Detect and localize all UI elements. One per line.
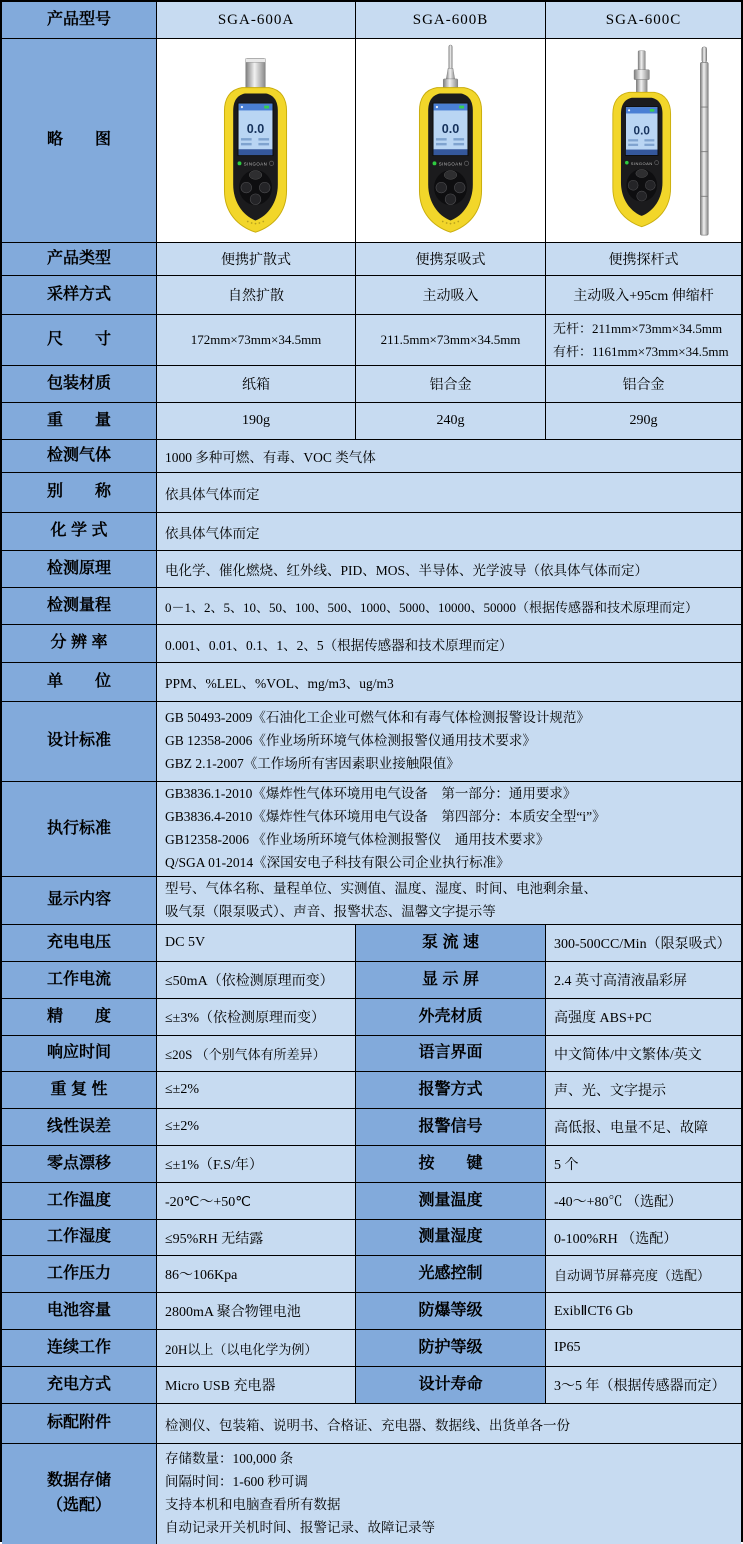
row-label-2: 光感控制 bbox=[356, 1256, 546, 1293]
dimension-line: 无杆：211mm×73mm×34.5mm bbox=[553, 320, 723, 336]
row-sketch bbox=[2, 39, 741, 243]
row-label-2: 报警方式 bbox=[356, 1072, 546, 1109]
row-value: ≤±3%（依检测原理而变） bbox=[157, 999, 356, 1036]
row-label: 检测量程 bbox=[2, 588, 157, 625]
value-a: 自然扩散 bbox=[157, 276, 356, 315]
row-value-2: 5 个 bbox=[546, 1146, 741, 1183]
row-label-2: 防爆等级 bbox=[356, 1293, 546, 1330]
row-label: 单 位 bbox=[2, 663, 157, 702]
row-value bbox=[157, 782, 741, 877]
screen-reading: 0.0 bbox=[441, 121, 460, 136]
row-value-2: IP65 bbox=[546, 1330, 741, 1367]
value-c: 主动吸入+95cm 伸缩杆 bbox=[546, 276, 741, 315]
row-accuracy-shell-material bbox=[2, 999, 741, 1036]
row-value: ≤±2% bbox=[157, 1072, 356, 1109]
standard-line: GB12358-2006 《作业场所环境气体检测报警仪 通用技术要求》 bbox=[165, 832, 550, 847]
label-line: 数据存储 bbox=[46, 1472, 111, 1490]
standard-line: GB3836.1-2010《爆炸性气体环境用电气设备 第一部分：通用要求》 bbox=[165, 786, 577, 802]
value-a: 纸箱 bbox=[157, 366, 356, 403]
device-buttons bbox=[627, 168, 658, 200]
brand-label: SINGOAN bbox=[631, 160, 653, 166]
row-resolution bbox=[2, 625, 741, 663]
row-value bbox=[157, 1444, 741, 1544]
screen-reading: 0.0 bbox=[247, 121, 265, 136]
row-repeatability-alarm-mode bbox=[2, 1072, 741, 1109]
row-display-content bbox=[2, 877, 741, 925]
dimension-line: 有杆：1161mm×73mm×34.5mm bbox=[553, 344, 729, 359]
row-label: 检测气体 bbox=[2, 440, 157, 473]
row-label-2: 按 键 bbox=[356, 1146, 546, 1183]
storage-line: 存储数量：100,000 条 bbox=[165, 1451, 294, 1467]
row-label: 别 称 bbox=[2, 473, 157, 513]
row-label-product-model: 产品型号 bbox=[2, 2, 157, 39]
row-value-2: 3～5 年（根据传感器而定） bbox=[546, 1367, 741, 1404]
row-working-humidity-measure-humidity bbox=[2, 1220, 741, 1256]
row-value: ≤±1%（F.S/年） bbox=[157, 1146, 356, 1183]
row-label: 分 辨 率 bbox=[2, 625, 157, 663]
row-label: 充电电压 bbox=[2, 925, 157, 962]
row-label: 工作湿度 bbox=[2, 1220, 157, 1256]
row-label: 包装材质 bbox=[2, 366, 157, 403]
row-battery-explosion-proof bbox=[2, 1293, 741, 1330]
value-b: 240g bbox=[356, 403, 546, 440]
product-image-sga-600c bbox=[551, 43, 735, 239]
storage-line: 间隔时间：1-600 秒可调 bbox=[165, 1474, 308, 1490]
row-chemical-formula bbox=[2, 513, 741, 551]
row-value bbox=[157, 877, 741, 925]
row-label: 精 度 bbox=[2, 999, 157, 1036]
status-led bbox=[433, 161, 437, 165]
row-label: 标配附件 bbox=[2, 1404, 157, 1444]
row-value: DC 5V bbox=[157, 925, 356, 962]
telescopic-rod-icon bbox=[701, 46, 709, 234]
row-value-2: ExibⅡCT6 Gb bbox=[546, 1293, 741, 1330]
row-label: 工作温度 bbox=[2, 1183, 157, 1220]
row-value: 1000 多种可燃、有毒、VOC 类气体 bbox=[157, 440, 741, 473]
row-label-2: 设计寿命 bbox=[356, 1367, 546, 1404]
status-led bbox=[625, 160, 629, 164]
row-label-2: 显 示 屏 bbox=[356, 962, 546, 999]
row-value-2: 中文简体/中文繁体/英文 bbox=[546, 1036, 741, 1072]
row-label: 产品类型 bbox=[2, 243, 157, 276]
product-image-cell-b bbox=[356, 39, 546, 243]
row-label-2: 测量温度 bbox=[356, 1183, 546, 1220]
device-screen bbox=[433, 103, 468, 155]
value-b: 铝合金 bbox=[356, 366, 546, 403]
row-value: 2800mA 聚合物锂电池 bbox=[157, 1293, 356, 1330]
row-label-2: 测量湿度 bbox=[356, 1220, 546, 1256]
row-linearity-alarm-signal bbox=[2, 1109, 741, 1146]
row-label: 充电方式 bbox=[2, 1367, 157, 1404]
probe-head-icon bbox=[634, 50, 649, 92]
row-value: PPM、%LEL、%VOL、mg/m3、ug/m3 bbox=[157, 663, 741, 702]
device-buttons bbox=[434, 170, 467, 205]
row-value-2: 声、光、文字提示 bbox=[546, 1072, 741, 1109]
row-label-2: 泵 流 速 bbox=[356, 925, 546, 962]
row-value: ≤95%RH 无结露 bbox=[157, 1220, 356, 1256]
row-alias bbox=[2, 473, 741, 513]
device-screen bbox=[239, 103, 274, 155]
row-working-temp-measure-temp bbox=[2, 1183, 741, 1220]
row-weight bbox=[2, 403, 741, 440]
device-screen bbox=[626, 106, 658, 155]
row-label-2: 外壳材质 bbox=[356, 999, 546, 1036]
row-value bbox=[157, 702, 741, 782]
display-line: 吸气泵（限泵吸式）、声音、报警状态、温馨文字提示等 bbox=[165, 903, 496, 919]
model-name-b: SGA-600B bbox=[356, 2, 546, 39]
value-a: 172mm×73mm×34.5mm bbox=[157, 315, 356, 366]
row-label-2: 防护等级 bbox=[356, 1330, 546, 1367]
row-label: 尺 寸 bbox=[2, 315, 157, 366]
row-value-2: 高低报、电量不足、故障 bbox=[546, 1109, 741, 1146]
row-value: 依具体气体而定 bbox=[157, 473, 741, 513]
row-value: 电化学、催化燃烧、红外线、PID、MOS、半导体、光学波导（依具体气体而定） bbox=[157, 551, 741, 588]
value-c: 290g bbox=[546, 403, 741, 440]
pump-probe-icon bbox=[443, 44, 458, 90]
row-execution-standards bbox=[2, 782, 741, 877]
row-label: 重 量 bbox=[2, 403, 157, 440]
row-value: Micro USB 充电器 bbox=[157, 1367, 356, 1404]
row-continuous-work-protection bbox=[2, 1330, 741, 1367]
row-label: 工作压力 bbox=[2, 1256, 157, 1293]
row-detection-principle bbox=[2, 551, 741, 588]
row-response-time-language bbox=[2, 1036, 741, 1072]
row-packaging-material bbox=[2, 366, 741, 403]
product-image-cell-c bbox=[546, 39, 741, 243]
row-detection-range bbox=[2, 588, 741, 625]
standard-line: Q/SGA 01-2014《深国安电子科技有限公司企业执行标准》 bbox=[165, 854, 510, 870]
model-name-c: SGA-600C bbox=[546, 2, 741, 39]
value-b: 211.5mm×73mm×34.5mm bbox=[356, 315, 546, 366]
row-product-model bbox=[2, 2, 741, 39]
row-label: 线性误差 bbox=[2, 1109, 157, 1146]
value-a: 便携扩散式 bbox=[157, 243, 356, 276]
row-value-2: 高强度 ABS+PC bbox=[546, 999, 741, 1036]
row-standard-accessories bbox=[2, 1404, 741, 1444]
row-label: 显示内容 bbox=[2, 877, 157, 925]
value-c: 铝合金 bbox=[546, 366, 741, 403]
row-value: 20H以上（以电化学为例） bbox=[157, 1330, 356, 1367]
row-design-standards bbox=[2, 702, 741, 782]
row-working-current-display bbox=[2, 962, 741, 999]
value-c bbox=[546, 315, 741, 366]
row-label: 重 复 性 bbox=[2, 1072, 157, 1109]
row-label: 电池容量 bbox=[2, 1293, 157, 1330]
row-label-2: 报警信号 bbox=[356, 1109, 546, 1146]
row-value: 0－1、2、5、10、50、100、500、1000、5000、10000、50000（根据传感器和技术原理而定） bbox=[157, 588, 741, 625]
product-image-sga-600a bbox=[207, 43, 304, 239]
screen-reading: 0.0 bbox=[633, 124, 651, 138]
row-value: 检测仪、包装箱、说明书、合格证、充电器、数据线、出货单各一份 bbox=[157, 1404, 741, 1444]
row-value: ≤±2% bbox=[157, 1109, 356, 1146]
row-dimensions bbox=[2, 315, 741, 366]
row-zero-drift-buttons bbox=[2, 1146, 741, 1183]
row-value: ≤20S （个别气体有所差异） bbox=[157, 1036, 356, 1072]
row-charging-voltage-pump-flow bbox=[2, 925, 741, 962]
row-label: 化 学 式 bbox=[2, 513, 157, 551]
row-label: 零点漂移 bbox=[2, 1146, 157, 1183]
value-b: 主动吸入 bbox=[356, 276, 546, 315]
row-value: 86～106Kpa bbox=[157, 1256, 356, 1293]
row-value-2: 0-100%RH （选配） bbox=[546, 1220, 741, 1256]
row-units bbox=[2, 663, 741, 702]
product-image-cell-a bbox=[157, 39, 356, 243]
sensor-cap-icon bbox=[246, 58, 265, 89]
row-sampling-method bbox=[2, 276, 741, 315]
row-value-2: 自动调节屏幕亮度（选配） bbox=[546, 1256, 741, 1293]
row-label bbox=[2, 1444, 157, 1544]
row-working-pressure-light-control bbox=[2, 1256, 741, 1293]
row-charging-method-design-life bbox=[2, 1367, 741, 1404]
row-value: 依具体气体而定 bbox=[157, 513, 741, 551]
row-label: 工作电流 bbox=[2, 962, 157, 999]
row-label: 响应时间 bbox=[2, 1036, 157, 1072]
display-line: 型号、气体名称、量程单位、实测值、温度、湿度、时间、电池剩余量、 bbox=[165, 880, 597, 896]
brand-label: SINGOAN bbox=[438, 161, 463, 167]
row-value: 0.001、0.01、0.1、1、2、5（根据传感器和技术原理而定） bbox=[157, 625, 741, 663]
model-name-a: SGA-600A bbox=[157, 2, 356, 39]
brand-label: SINGOAN bbox=[244, 161, 268, 167]
row-label: 采样方式 bbox=[2, 276, 157, 315]
value-c: 便携探杆式 bbox=[546, 243, 741, 276]
product-image-sga-600b bbox=[402, 43, 499, 239]
row-label: 执行标准 bbox=[2, 782, 157, 877]
standard-line: GBZ 2.1-2007《工作场所有害因素职业接触限值》 bbox=[165, 755, 460, 771]
standard-line: GB 50493-2009《石油化工企业可燃气体和有毒气体检测报警设计规范》 bbox=[165, 710, 590, 726]
row-label: 检测原理 bbox=[2, 551, 157, 588]
row-value: ≤50mA（依检测原理而变） bbox=[157, 962, 356, 999]
label-line: （选配） bbox=[46, 1497, 111, 1514]
status-led bbox=[238, 161, 242, 165]
row-value-2: 2.4 英寸高清液晶彩屏 bbox=[546, 962, 741, 999]
standard-line: GB 12358-2006《作业场所环境气体检测报警仪通用技术要求》 bbox=[165, 733, 536, 749]
row-detected-gas bbox=[2, 440, 741, 473]
row-value-2: -40～+80℃ （选配） bbox=[546, 1183, 741, 1220]
row-value: -20℃～+50℃ bbox=[157, 1183, 356, 1220]
storage-line: 支持本机和电脑查看所有数据 bbox=[165, 1497, 341, 1512]
storage-line: 自动记录开关机时间、报警记录、故障记录等 bbox=[165, 1519, 435, 1535]
row-label: 设计标准 bbox=[2, 702, 157, 782]
value-b: 便携泵吸式 bbox=[356, 243, 546, 276]
row-product-type bbox=[2, 243, 741, 276]
standard-line: GB3836.4-2010《爆炸性气体环境用电气设备 第四部分：本质安全型“i”》 bbox=[165, 809, 606, 825]
row-label-sketch: 略 图 bbox=[2, 39, 157, 243]
value-a: 190g bbox=[157, 403, 356, 440]
row-data-storage bbox=[2, 1444, 741, 1544]
row-value-2: 300-500CC/Min（限泵吸式） bbox=[546, 925, 741, 962]
device-buttons bbox=[239, 170, 272, 205]
row-label: 连续工作 bbox=[2, 1330, 157, 1367]
row-label-2: 语言界面 bbox=[356, 1036, 546, 1072]
